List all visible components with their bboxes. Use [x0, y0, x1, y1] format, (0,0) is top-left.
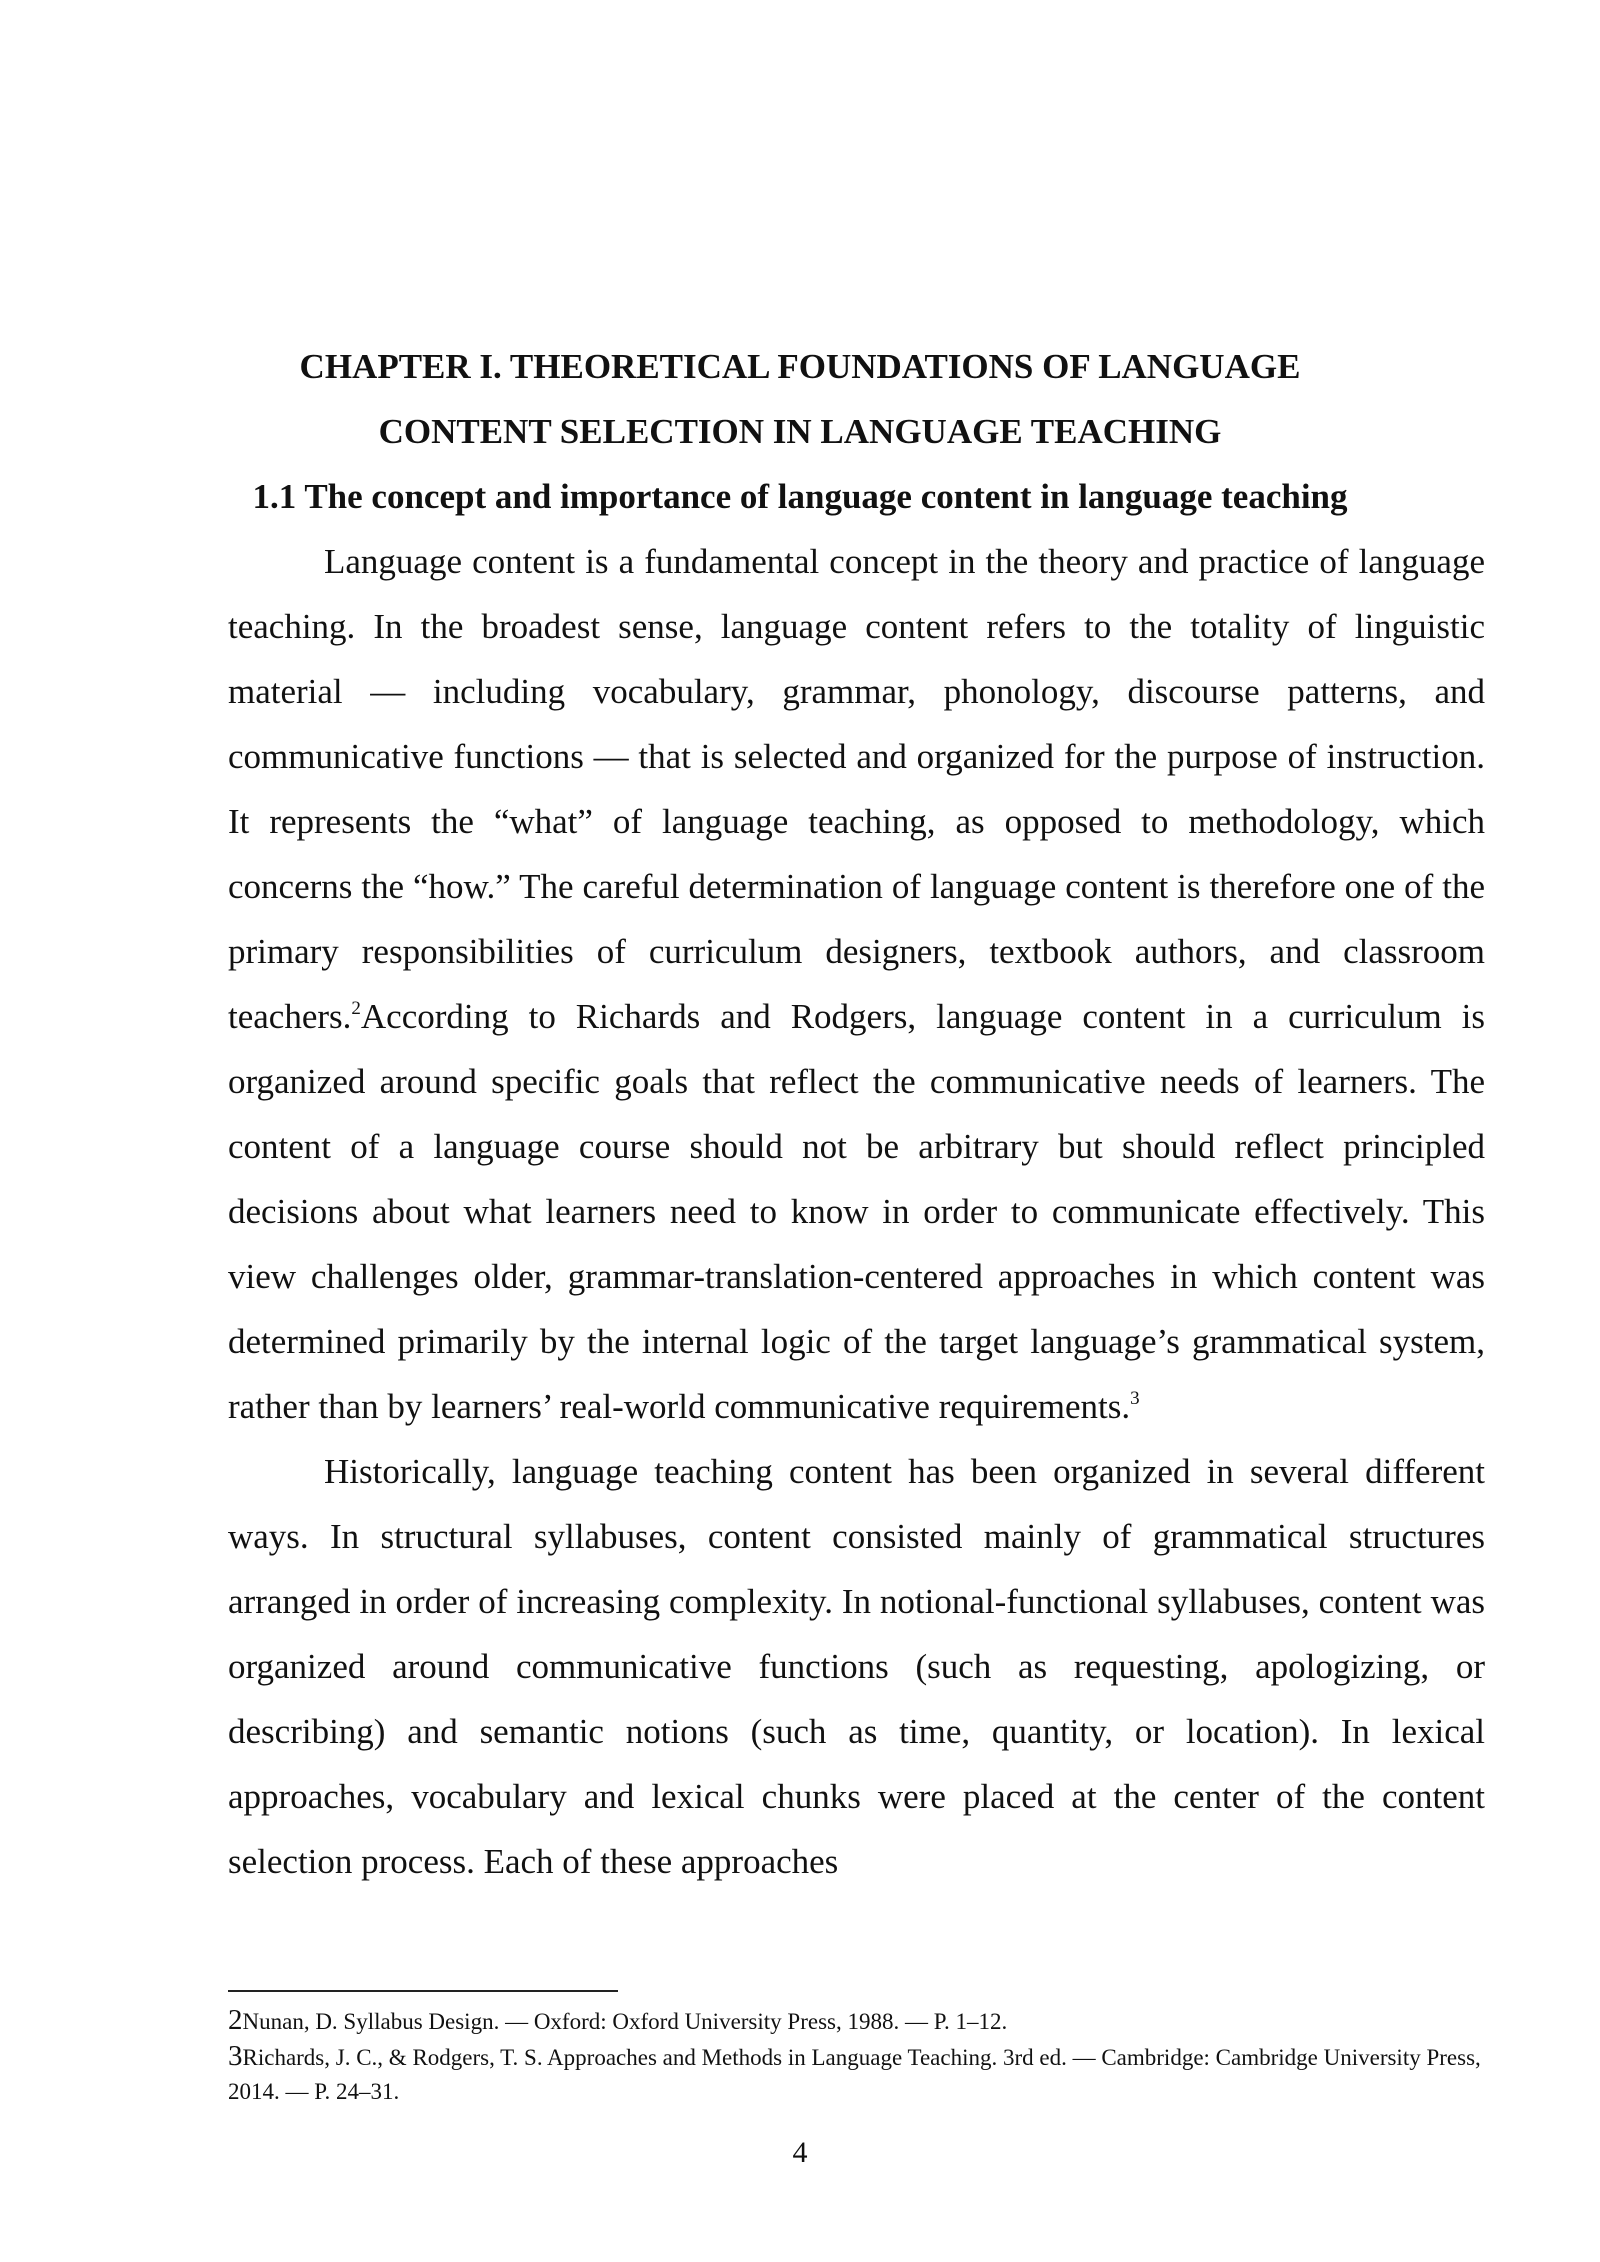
footnote-2 — [228, 2003, 1485, 2039]
chapter-title-line-1: CHAPTER I. THEORETICAL FOUNDATIONS OF LANGUAGE — [299, 347, 1301, 386]
footnote-number: 3 — [228, 2040, 243, 2072]
paragraph-1-text-b: According to Richards and Rodgers, language content in a curriculum is organized around specific goals that reflect the communicative needs of learners. The content of a language course should not be arbitrary but should reflect principled decisions about what learners need to know in order to communicate effectively. This view challenges older, grammar-translation-centered approaches in which content was determined primarily by the internal logic of the target language’s grammatical system, rather than by learners’ real-world communicative requirements. — [228, 997, 1485, 1426]
footnote-text: Richards, J. C., & Rodgers, T. S. Approaches and Methods in Language Teaching. 3rd ed. — Cambridge: Cambridge University Press, 2014. — P. 24–31. — [228, 2045, 1481, 2104]
paragraph-1 — [228, 529, 1485, 1439]
footnote-3 — [228, 2039, 1485, 2109]
footnote-separator — [228, 1990, 618, 1992]
section-title: 1.1 The concept and importance of language content in language teaching — [252, 477, 1348, 516]
footnote-reference-2: 2 — [351, 998, 361, 1019]
footnotes — [228, 2003, 1485, 2109]
chapter-title-line-2: CONTENT SELECTION IN LANGUAGE TEACHING — [378, 412, 1222, 451]
footnote-reference-3: 3 — [1130, 1388, 1140, 1409]
paragraph-2: Historically, language teaching content has been organized in several different ways. In structural syllabuses, content consisted mainly of grammatical structures arranged in order of increasing complexity. In notional-functional syllabuses, content was organized around communicative functions (such as requesting, apologizing, or describing) and semantic notions (such as time, quantity, or location). In lexical approaches, vocabulary and lexical chunks were placed at the center of the content selection process. Each of these approaches — [228, 1452, 1485, 1881]
page-number: 4 — [792, 2136, 808, 2169]
footnote-text: Nunan, D. Syllabus Design. — Oxford: Oxford University Press, 1988. — P. 1–12. — [242, 2009, 1008, 2034]
body-text — [228, 529, 1485, 1894]
footnote-number: 2 — [228, 2004, 243, 2036]
paragraph-1-text-a: Language content is a fundamental concept in the theory and practice of language teaching. In the broadest sense, language content refers to the totality of linguistic material — including vocabulary, grammar, phonology, discourse patterns, and communicative functions — that is selected and organized for the purpose of instruction. It represents the “what” of language teaching, as opposed to methodology, which concerns the “how.” The careful determination of language content is therefore one of the primary responsibilities of curriculum designers, textbook authors, and classroom teachers. — [228, 542, 1485, 1036]
